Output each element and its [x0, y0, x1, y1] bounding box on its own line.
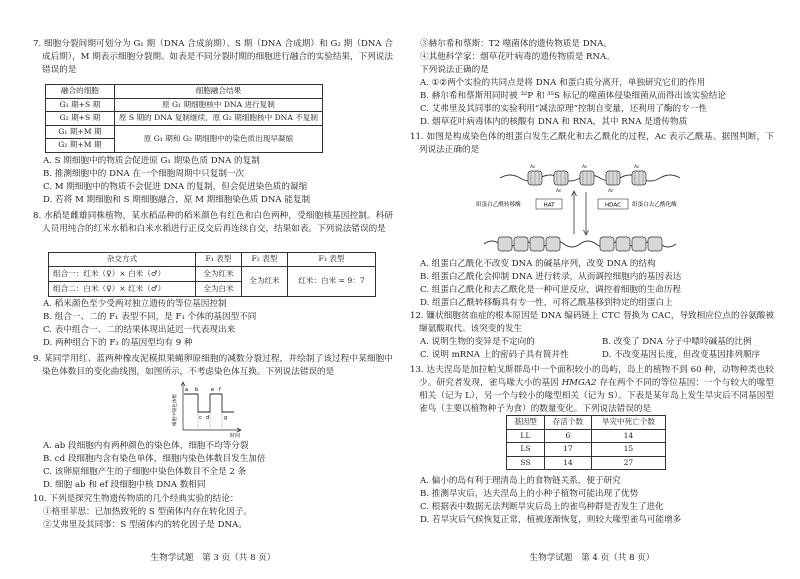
option-a: A. ①②两个实验的共同点是将 DNA 和蛋白质分离开，单独研究它们的作用 [420, 78, 706, 88]
table-cell: LS [507, 443, 545, 457]
page-footer-left: 生物学试题 第 3 页（共 8 页） [150, 553, 276, 563]
table-row [46, 125, 323, 139]
option-a: A. 稻米颜色至少受两对独立遗传的等位基因控制 [43, 299, 227, 309]
option-d: D. 组蛋白乙酰转移酶具有专一性，可将乙酰基移到特定的组蛋白上 [420, 298, 673, 308]
table-row [46, 112, 323, 126]
q8-cross-table [48, 252, 376, 297]
hdac-enzyme-label: 组蛋白去乙酰化酶 [632, 202, 677, 208]
q13-options [410, 475, 774, 527]
conclusion-item: ①格里菲思：已加热致死的 S 型菌体内存在转化因子。 [43, 507, 253, 517]
nucleosome [546, 237, 560, 251]
table-cell: G₁ 期+M 期 [46, 125, 115, 139]
q7-fusion-table [45, 84, 323, 153]
option-c: C. 表中组合一、二的结果体现出延迟一代表现出来 [43, 325, 236, 335]
table-cell: 14 [591, 429, 665, 443]
option-d: D. 烟草花叶病毒体内的核酸有 DNA 和 RNA，其中 RNA 是遗传物质 [420, 117, 688, 127]
table-cell: G₂ 期+M 期 [46, 139, 115, 153]
acetyl-label: Ac [608, 189, 614, 194]
graph-point-label: d [206, 415, 210, 421]
q7-options [33, 155, 393, 207]
option-c: C. 说明 mRNA 上的密码子具有简并性 [420, 350, 569, 360]
table-header: 旱灾中死亡个数 [591, 416, 665, 430]
table-header: 杂交方式 [49, 253, 196, 267]
option-b: B. 改变了 DNA 分子中嘌呤碱基的比例 [602, 337, 752, 347]
question-10 [33, 493, 393, 532]
acetyl-label: Ac [634, 165, 640, 170]
graph-curve [184, 394, 234, 412]
graph-point-label: c [199, 415, 202, 421]
table-header-row [46, 85, 323, 99]
option-b: B. 组蛋白乙酰化会抑制 DNA 进行转录，从而调控细胞内的基因表达 [420, 272, 682, 282]
question-prompt: 下列说法正确的是 [420, 65, 489, 75]
question-12 [410, 310, 774, 362]
question-10-continued [410, 38, 774, 129]
table-cell: 原 G₁ 期细胞核中 DNA 进行复制 [114, 98, 322, 112]
graph-point-label: b [195, 387, 199, 393]
table-cell: 组合一：红米（♀）× 白米（♂） [49, 266, 196, 281]
dna-strand-bottom [484, 241, 676, 247]
acetyl-label: Ac [530, 165, 536, 170]
stem-text: 存在两个不同的等位基因：一个与较大的喙型相关（记为 L），另一个与较小的喙型相关（记为 S）。下表是某年岛上发生旱灾后不同基因型雀鸟（主要以植物种子为食）的数量变化。下列说法错误的是 [419, 378, 775, 414]
table-cell: SS [507, 456, 545, 470]
nucleosome [648, 237, 662, 251]
nucleosome [616, 237, 630, 251]
table-header: F₂ 表型 [241, 253, 287, 267]
table-header: 基因型 [507, 416, 545, 430]
table-header: F₁ 表型 [196, 253, 242, 267]
question-stem: 10. 下列是探究生物遗传物质的几个经典实验的结论： [33, 494, 239, 504]
option-c: C. 组蛋白乙酰化和去乙酰化是一种可逆反应，调控着细胞的生命历程 [420, 285, 681, 295]
option-b: B. cd 段细胞内含有染色单体，细胞内染色体数目发生加倍 [43, 454, 266, 464]
question-9 [33, 353, 393, 379]
histone-acetylation-diagram [470, 160, 710, 255]
hat-label: HAT [543, 202, 555, 209]
table-cell-merged: 全为红米 [241, 266, 287, 296]
option-b: B. 赫尔希和蔡斯用同时被 ³²P 和 ³⁵S 标记的噬菌体侵染细菌从而得出该实验结论 [420, 91, 726, 101]
option-c: C. 该卵原细胞产生的子细胞中染色体数目不全是 2 条 [43, 467, 247, 477]
question-stem: 8. 水稻是雌雄同株植物，某水稻品种的稻米颜色有红色和白色两种，受细胞核基因控制。科研人员用纯合的红米水稻和白米水稻进行正反交后再连续自交，结果如表。下列说法错误的是 [33, 211, 393, 234]
acetyl-label: Ac [556, 189, 562, 194]
table-cell-merged: 原 G₁ 期和 G₂ 期细胞中的染色质出现早凝缩 [114, 125, 322, 152]
graph-x-label: 时间 [230, 433, 241, 438]
option-b: B. 推测旱灾后，达夫涅岛上的小种子植物可能出现了优势 [420, 489, 639, 499]
page-footer-right: 生物学试题 第 4 页（共 8 页） [529, 553, 655, 563]
question-7 [33, 38, 393, 77]
acetyl-label: Ac [582, 165, 588, 170]
table-cell: 17 [544, 443, 591, 457]
table-cell: 全为白米 [196, 281, 242, 296]
table-row [507, 443, 666, 457]
table-cell: 6 [544, 429, 591, 443]
table-cell: G₁ 期+S 期 [46, 98, 115, 112]
conclusion-item: ③赫尔希和蔡斯：T2 噬菌体的遗传物质是 DNA。 [420, 39, 612, 49]
nucleosome [600, 237, 614, 251]
q13-genotype-table [506, 415, 666, 470]
option-b: B. 组合一、二的 F₁ 表型不同，是 F₁ 个体的基因型不同 [43, 312, 257, 322]
table-cell: 27 [591, 456, 665, 470]
q8-options [33, 298, 393, 350]
option-a: A. 偏小的岛有利于理清岛上的食物链关系，便于研究 [420, 476, 621, 486]
q11-options [410, 258, 774, 310]
table-cell: 15 [591, 443, 665, 457]
graph-point-label: f [219, 387, 221, 393]
option-a: A. ab 段细胞内有两种颜色的染色体，细胞不均等分裂 [43, 441, 249, 451]
option-a: A. S 期细胞中的物质会促进原 G₁ 期染色质 DNA 的复制 [43, 156, 260, 166]
question-stem: 9. 某同学用红、蓝两种橡皮泥模拟果蝇卵原细胞的减数分裂过程，并绘制了该过程中某细胞中染色体数目的变化曲线图，如图所示，不考虑染色体互换。下列说法错误的是 [33, 354, 393, 377]
table-header: F₃ 表型 [287, 253, 375, 267]
option-a: A. 组蛋白乙酰化不改变 DNA 的碱基序列，改变 DNA 的结构 [420, 259, 656, 269]
question-stem: 12. 镰状细胞贫血症的根本原因是 DNA 编码链上 CTC 替换为 CAC，导致相应位点的谷氨酸被缬氨酸取代。该突变的发生 [410, 311, 774, 334]
option-c: C. M 期细胞中的物质不会促进 DNA 的复制，但会促进染色质的凝缩 [43, 182, 308, 192]
graph-point-label: a [185, 387, 189, 393]
option-d: D. 细胞 ab 和 ef 段细胞中核 DNA 数相同 [43, 480, 206, 490]
table-row [507, 456, 666, 470]
stem-text: 13. 达夫涅岛是加拉帕戈斯群岛中一个面积较小的岛屿，岛上的植物不到 60 种，动物种类也较少。研究者发现，雀鸟喙大小的基因 [410, 365, 774, 388]
question-13 [410, 364, 774, 416]
gene-name: HMGA2 [561, 378, 597, 388]
table-header: 存活个数 [544, 416, 591, 430]
conclusion-item: ④其他科学家：烟草花叶病毒的遗传物质是 RNA。 [420, 52, 615, 62]
question-8 [33, 210, 393, 236]
table-cell: 组合二：白米（♀）× 红米（♂） [49, 281, 196, 296]
hdac-label: HDAC [604, 202, 622, 209]
table-header-row [49, 253, 376, 267]
graph-y-label: 细胞中染色体数 [173, 393, 178, 427]
table-cell: 原 S 期的 DNA 复制继续，原 G₂ 期细胞核中 DNA 不复制 [114, 112, 322, 126]
option-d: D. 两种组合下的 F₃ 的基因型均有 9 种 [43, 338, 193, 348]
q12-options [410, 336, 774, 362]
question-stem: 11. 如图是构成染色体的组蛋白发生乙酰化和去乙酰化的过程，Ac 表示乙酰基。据图判断，下列说法正确的是 [410, 132, 774, 155]
nucleosome [514, 237, 528, 251]
table-header-row [507, 416, 666, 430]
table-row [46, 98, 323, 112]
table-row [49, 266, 376, 281]
option-c: C. 艾弗里及其同事的实验利用“减法原理”控制自变量，还利用了酶的专一性 [420, 104, 707, 114]
graph-point-label: g [224, 415, 228, 421]
table-cell: 全为红米 [196, 266, 242, 281]
option-d: D. 若旱灾后气候恢复正常，植被逐渐恢复，则较大喙型雀鸟可能增多 [420, 515, 682, 525]
option-c: C. 根据表中数据无法判断旱灾后岛上的雀鸟种群是否发生了进化 [420, 502, 664, 512]
table-header: 细胞融合结果 [114, 85, 322, 99]
question-stem [410, 364, 774, 416]
nucleosome [530, 237, 544, 251]
option-d: D. 不改变基因长度，但改变基因排列顺序 [602, 350, 761, 360]
table-row [507, 429, 666, 443]
table-cell: G₂ 期+S 期 [46, 112, 115, 126]
table-cell: LL [507, 429, 545, 443]
hat-enzyme-label: 组蛋白乙酰转移酶 [476, 202, 521, 208]
option-d: D. 若将 M 期细胞和 S 期细胞融合，原 M 期细胞染色质 DNA 能复制 [43, 195, 311, 205]
table-cell-merged: 红米：白米 = 9：7 [287, 266, 375, 296]
option-a: A. 说明生物的变异是不定向的 [420, 337, 535, 347]
option-b: B. 推测细胞中的 DNA 在一个细胞周期中只复制一次 [43, 169, 245, 179]
table-header: 融合的细胞 [46, 85, 115, 99]
question-11 [410, 131, 774, 157]
question-stem: 7. 细胞分裂间期可划分为 G₁ 期（DNA 合成前期）、S 期（DNA 合成期）和 G₂ 期（DNA 合成后期），M 期表示细胞分裂期。如表是不同分裂时期的细胞进行融合的实验结果，下列说法错误的是 [33, 39, 393, 75]
q9-options [33, 440, 393, 492]
table-cell: 14 [544, 456, 591, 470]
graph-point-label: e [211, 387, 215, 393]
nucleosome [498, 237, 512, 251]
chromosome-count-graph [170, 380, 244, 438]
nucleosome [632, 237, 646, 251]
conclusion-item: ②艾弗里及其同事：S 型菌体内的转化因子是 DNA。 [43, 520, 247, 530]
